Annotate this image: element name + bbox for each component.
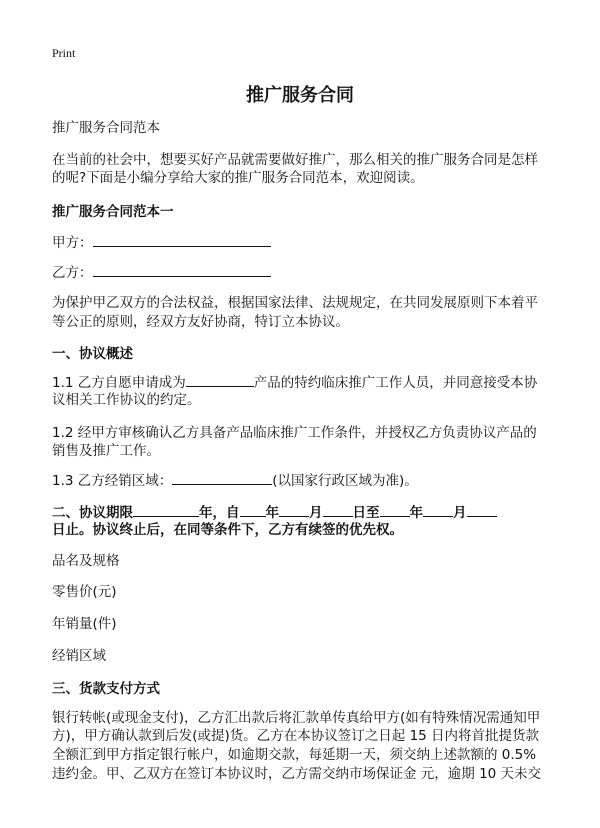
party-b-line (52, 263, 271, 282)
clause-text: 1.1 乙方自愿申请成为 (52, 375, 186, 391)
s2-text: 二、协议期限 (52, 505, 133, 521)
clause-1-2: 1.2 经甲方审核确认乙方具备产品临床推广工作条件，并授权乙方负责协议产品的 (52, 425, 537, 441)
section-2-line1 (52, 503, 497, 522)
clause-1-2-line2: 销售及推广工作。 (52, 443, 160, 459)
intro-line: 的呢?下面是小编分享给大家的推广服务合同范本，欢迎阅读。 (52, 170, 424, 186)
section-heading: 推广服务合同范本一 (52, 204, 174, 220)
clause-1-1 (52, 373, 537, 392)
blank (423, 503, 453, 517)
s2-text: 月 (453, 505, 467, 521)
s2-text: 年 (409, 505, 423, 521)
region-blank (172, 471, 272, 485)
s2-text: 年 (265, 505, 279, 521)
clause-text: 1.3 乙方经销区域： (52, 473, 173, 489)
preamble-line: 为保护甲乙双方的合法权益，根据国家法律、法规规定，在共同发展原则下本着平 (52, 295, 538, 311)
field-label: 经销区域 (52, 648, 106, 664)
intro-line: 在当前的社会中，想要买好产品就需要做好推广，那么相关的推广服务合同是怎样 (52, 152, 538, 168)
payment-line: 全额汇到甲方指定银行帐户，如逾期交款，每延期一天，须交纳上述款额的 0.5% (52, 747, 537, 763)
blank (467, 503, 497, 517)
payment-line: 方)，甲方确认款到后发(或提)货。乙方在本协议签订之日起 15 日内将首批提货款 (52, 728, 540, 744)
section-1-heading: 一、协议概述 (52, 346, 133, 362)
print-link[interactable]: Print (52, 46, 76, 60)
payment-line: 违约金。甲、乙双方在签订本协议时，乙方需交纳市场保证金 元，逾期 10 天未交 (52, 766, 542, 782)
clause-1-3 (52, 471, 418, 490)
s2-text: 月 (309, 505, 323, 521)
s2-text: 日至 (352, 505, 380, 521)
product-blank (186, 373, 254, 387)
field-label: 零售价(元) (52, 584, 117, 600)
blank (240, 503, 266, 517)
s2-text: 年，自 (199, 505, 240, 521)
party-a-blank (93, 233, 271, 247)
field-label: 年销量(件) (52, 616, 117, 632)
payment-line: 银行转帐(或现金支付)，乙方汇出款后将汇款单传真给甲方(如有特殊情况需通知甲 (52, 710, 541, 726)
blank (133, 503, 199, 517)
section-3-heading: 三、货款支付方式 (52, 681, 160, 697)
section-2-line2: 日止。协议终止后，在同等条件下，乙方有续签的优先权。 (52, 522, 403, 538)
field-label: 品名及规格 (52, 553, 120, 569)
party-b-blank (93, 263, 271, 277)
party-a-line (52, 233, 271, 252)
clause-text: (以国家行政区域为准)。 (272, 473, 418, 489)
party-a-label: 甲方： (52, 235, 93, 251)
blank (323, 503, 353, 517)
document-title: 推广服务合同 (246, 85, 354, 106)
clause-text: 产品的特约临床推广工作人员，并同意接受本协 (253, 375, 538, 391)
party-b-label: 乙方： (52, 265, 93, 281)
blank (279, 503, 309, 517)
clause-1-1-line2: 议相关工作协议的约定。 (52, 392, 201, 408)
blank (380, 503, 410, 517)
subtitle: 推广服务合同范本 (52, 120, 160, 136)
preamble-line: 等公正的原则，经双方友好协商，特订立本协议。 (52, 314, 349, 330)
